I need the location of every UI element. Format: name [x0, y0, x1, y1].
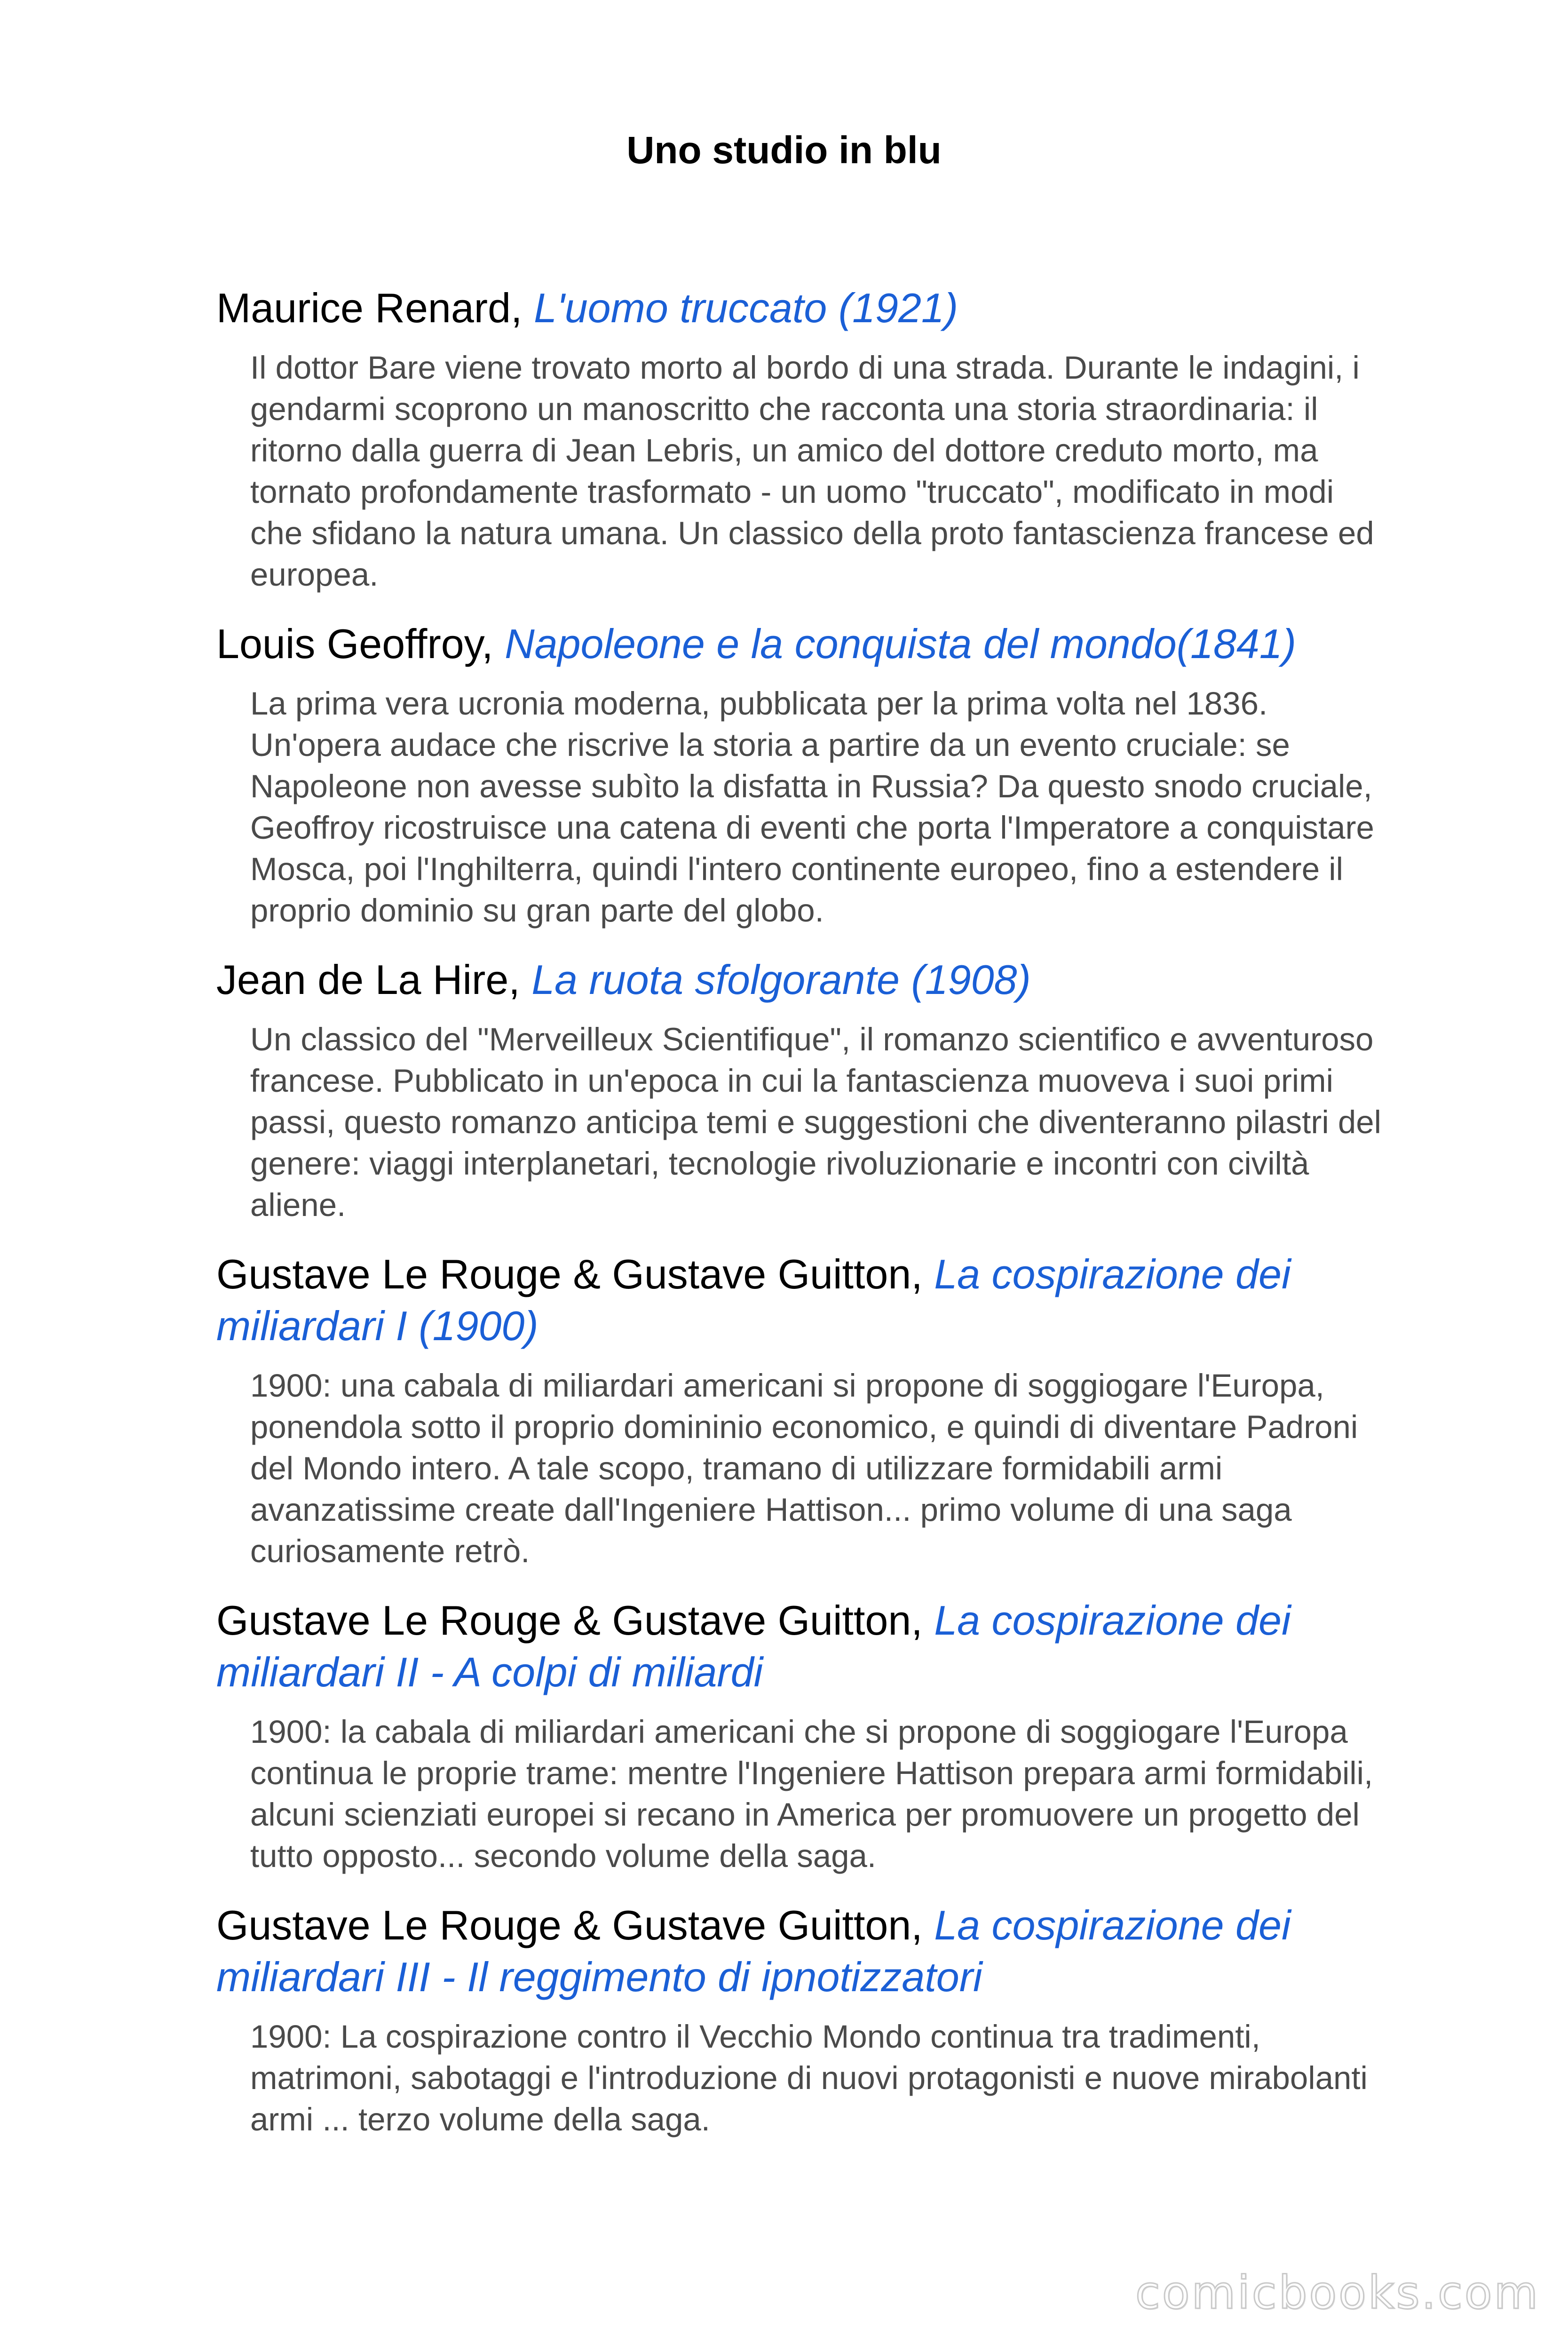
book-author: Jean de La Hire, [216, 956, 520, 1003]
book-title-link[interactable]: La cospirazione dei miliardari II - A colpi di miliardi [216, 1597, 1291, 1695]
book-title-link[interactable]: La cospirazione dei miliardari I (1900) [216, 1251, 1291, 1349]
book-title-link[interactable]: L'uomo truccato (1921) [533, 285, 958, 331]
book-list [216, 282, 1392, 2163]
book-heading [216, 1899, 1392, 2003]
book-description: Un classico del "Merveilleux Scientifique", il romanzo scientifico e avventuroso francese. Pubblicato in un'epoca in cui la fantascienza muoveva i suoi primi passi, questo romanzo anticipa temi e suggestioni che diventeranno pilastri del genere: viaggi interplanetari, tecnologie rivoluzionarie e incontri con civiltà aliene. [250, 1021, 1381, 1223]
book-heading [216, 1595, 1392, 1698]
watermark: comicbooks.com [1135, 2266, 1540, 2319]
book-description: La prima vera ucronia moderna, pubblicata per la prima volta nel 1836. Un'opera audace che riscrive la storia a partire da un evento cruciale: se Napoleone non avesse subìto la disfatta in Russia? Da questo snodo cruciale, Geoffroy ricostruisce una catena di eventi che porta l'Imperatore a conquistare Mosca, poi l'Inghilterra, quindi l'intero continente europeo, fino a estendere il proprio dominio su gran parte del globo. [250, 685, 1374, 929]
book-heading [216, 954, 1392, 1006]
book-title-link[interactable]: Napoleone e la conquista del mondo(1841) [505, 620, 1297, 667]
book-author: Gustave Le Rouge & Gustave Guitton, [216, 1597, 923, 1644]
book-description: Il dottor Bare viene trovato morto al bordo di una strada. Durante le indagini, i gendarmi scoprono un manoscritto che racconta una storia straordinaria: il ritorno dalla guerra di Jean Lebris, un amico del dottore creduto morto, ma tornato profondamente trasformato - un uomo "truccato", modificato in modi che sfidano la natura umana. Un classico della proto fantascienza francese ed europea. [250, 350, 1374, 593]
book-entry [216, 618, 1392, 931]
book-author: Gustave Le Rouge & Gustave Guitton, [216, 1902, 923, 1948]
book-description: 1900: una cabala di miliardari americani si propone di soggiogare l'Europa, ponendola sotto il proprio domininio economico, e quindi di diventare Padroni del Mondo intero. A tale scopo, tramano di utilizzare formidabili armi avanzatissime create dall'Ingeniere Hattison... primo volume di una saga curiosamente retrò. [250, 1367, 1358, 1569]
book-heading [216, 282, 1392, 334]
book-entry [216, 954, 1392, 1226]
book-entry [216, 1248, 1392, 1572]
book-description: 1900: la cabala di miliardari americani che si propone di soggiogare l'Europa continua le proprie trame: mentre l'Ingeniere Hattison prepara armi formidabili, alcuni scienziati europei si recano in America per promuovere un progetto del tutto opposto... secondo volume della saga. [250, 1714, 1373, 1874]
book-heading [216, 618, 1392, 670]
book-entry [216, 282, 1392, 596]
book-heading [216, 1248, 1392, 1352]
page-title: Uno studio in blu [626, 129, 942, 172]
book-entry [216, 1595, 1392, 1877]
book-title-link[interactable]: La ruota sfolgorante (1908) [531, 956, 1031, 1003]
book-title-link[interactable]: La cospirazione dei miliardari III - Il reggimento di ipnotizzatori [216, 1902, 1291, 2000]
book-author: Maurice Renard, [216, 285, 523, 331]
book-entry [216, 1899, 1392, 2140]
book-author: Louis Geoffroy, [216, 620, 493, 667]
book-author: Gustave Le Rouge & Gustave Guitton, [216, 1251, 923, 1297]
book-description: 1900: La cospirazione contro il Vecchio Mondo continua tra tradimenti, matrimoni, sabotaggi e l'introduzione di nuovi protagonisti e nuove mirabolanti armi ... terzo volume della saga. [250, 2018, 1368, 2137]
